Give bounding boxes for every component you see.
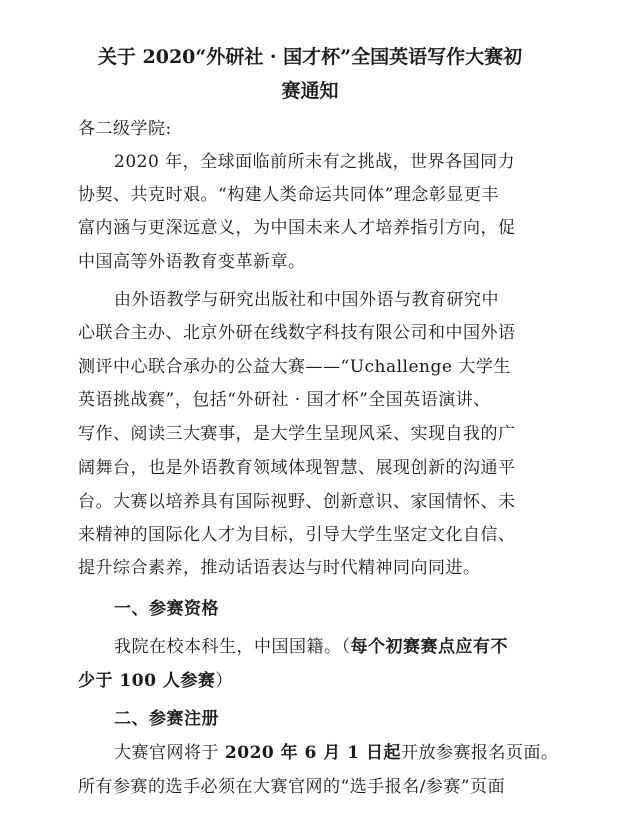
section-2-heading: 二、参赛注册 xyxy=(114,709,219,729)
paragraph-2-line: 英语挑战赛”，包括“外研社 · 国才杯”全国英语演讲、 xyxy=(78,390,491,410)
paragraph-2-line: 测评中心联合承办的公益大赛——“Uchallenge 大学生 xyxy=(78,357,511,377)
paragraph-2-line: 写作、阅读三大赛事，是大学生呈现风采、实现自我的广 xyxy=(78,424,516,444)
paragraph-2-line: 阔舞台，也是外语教育领域体现智慧、展现创新的沟通平 xyxy=(78,458,516,478)
section-1-line xyxy=(114,637,584,657)
section-1-plain-text: ） xyxy=(215,671,233,691)
section-2-date: 2020 年 6 月 1 日起 xyxy=(224,743,401,763)
document-title-line-1: 关于 2020“外研社 · 国才杯”全国英语写作大赛初 xyxy=(97,46,523,68)
paragraph-1-line: 中国高等外语教育变革新章。 xyxy=(78,252,306,272)
paragraph-2-line: 提升综合素养，推动话语表达与时代精神同向同进。 xyxy=(78,558,481,578)
salutation: 各二级学院: xyxy=(78,119,172,139)
section-2-line: 所有参赛的选手必须在大赛官网的“选手报名/参赛”页面 xyxy=(78,777,506,797)
document-title-line-2: 赛通知 xyxy=(281,80,339,102)
section-1-plain-text: 我院在校本科生，中国国籍。（ xyxy=(114,637,351,657)
section-1-bold-text: 少于 100 人参赛 xyxy=(78,671,216,691)
paragraph-2-line: 来精神的国际化人才为目标，引导大学生坚定文化自信、 xyxy=(78,525,516,545)
paragraph-2-line: 由外语教学与研究出版社和中国外语与教育研究中 xyxy=(114,290,499,310)
paragraph-1-line: 协契、共克时艰。“构建人类命运共同体”理念彰显更丰 xyxy=(78,185,499,205)
section-1-line xyxy=(78,671,548,691)
section-2-text: 开放参赛报名页面。 xyxy=(400,743,559,763)
paragraph-2-line: 心联合主办、北京外研在线数字科技有限公司和中国外语 xyxy=(78,323,516,343)
section-2-line xyxy=(114,743,584,763)
section-1-heading: 一、参赛资格 xyxy=(114,599,219,619)
paragraph-2-line: 台。大赛以培养具有国际视野、创新意识、家国情怀、未 xyxy=(78,492,516,512)
paragraph-1-line: 2020 年，全球面临前所未有之挑战，世界各国同力 xyxy=(114,152,516,172)
section-2-text: 大赛官网将于 xyxy=(114,743,225,763)
paragraph-1-line: 富内涵与更深远意义，为中国未来人才培养指引方向，促 xyxy=(78,218,516,238)
section-1-bold-text: 每个初赛赛点应有不 xyxy=(350,637,508,657)
